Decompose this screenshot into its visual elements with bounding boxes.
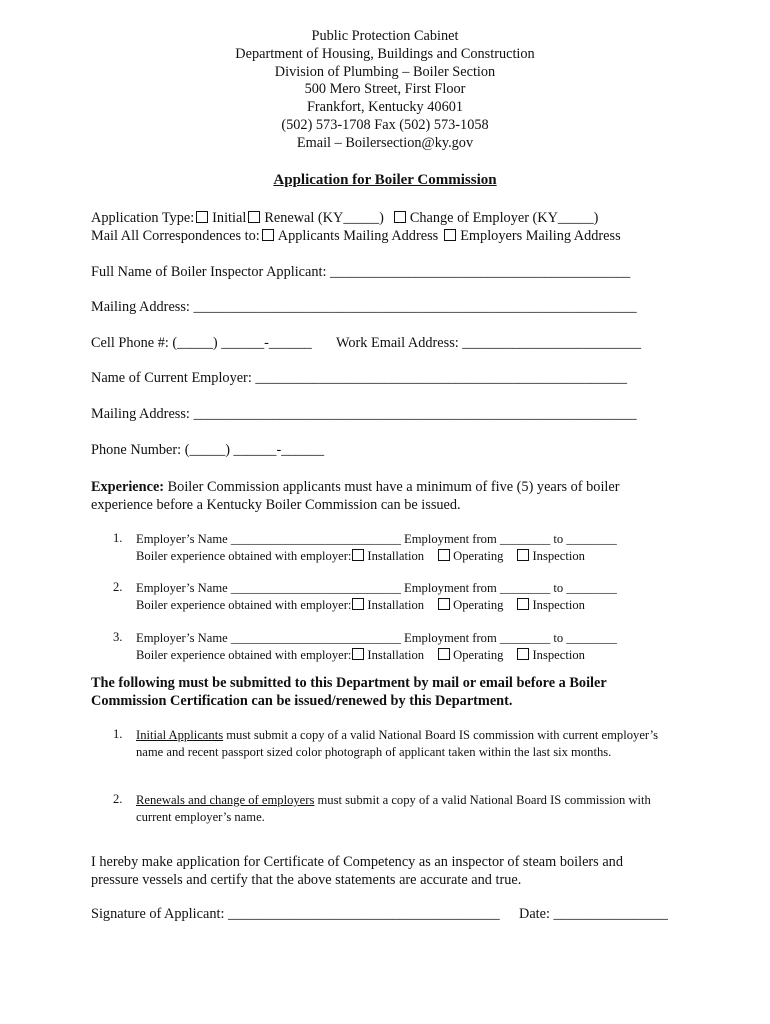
renewal-checkbox[interactable] (248, 211, 260, 223)
header-line: Public Protection Cabinet (311, 28, 459, 44)
employer-entry-3[interactable]: Employer’s Name ___________________________ Employment from ________ to ________ (136, 631, 617, 645)
experience-type-row-3 (136, 647, 681, 664)
inspection-checkbox[interactable] (517, 598, 529, 610)
form-title: Application for Boiler Commission (273, 172, 497, 188)
change-of-employer-checkbox[interactable] (394, 211, 406, 223)
requirement-renewals (136, 792, 681, 825)
installation-label: Installation (367, 598, 425, 612)
installation-checkbox[interactable] (352, 598, 364, 610)
inspection-label: Inspection (532, 648, 585, 662)
installation-label: Installation (367, 549, 425, 563)
initial-label: Initial (212, 210, 247, 226)
header-line: Email – Boilersection@ky.gov (296, 134, 474, 151)
requirement-lead: Renewals and change of employers (136, 793, 315, 807)
cell-phone-field[interactable]: Cell Phone #: (_____) ______-______ (91, 335, 312, 351)
header-line: (502) 573-1708 Fax (502) 573-1058 (281, 116, 489, 133)
employers-address-label: Employers Mailing Address (460, 228, 621, 244)
header-line: Division of Plumbing – Boiler Section (274, 63, 496, 80)
requirement-number: 2. (113, 792, 123, 806)
experience-heading: Experience: (91, 479, 165, 495)
applicants-address-checkbox[interactable] (262, 229, 274, 241)
requirement-lead: Initial Applicants (136, 728, 224, 742)
inspection-checkbox[interactable] (517, 648, 529, 660)
mail-to-label: Mail All Correspondences to: (91, 228, 260, 244)
installation-label: Installation (367, 648, 425, 662)
operating-label: Operating (453, 648, 504, 662)
work-email-field[interactable]: Work Email Address: _________________________ (336, 335, 642, 351)
header-line: Department of Housing, Buildings and Construction (235, 45, 535, 62)
change-of-employer-label: Change of Employer (KY_____) (409, 210, 599, 226)
requirement-text: must submit a copy of a valid National Board IS commission with current employer’s name and recent passport sized color photograph of applicant taken within the last six months. (136, 728, 658, 759)
applicants-address-label: Applicants Mailing Address (277, 228, 439, 244)
application-type-label: Application Type: (91, 210, 195, 226)
header-line: Frankfort, Kentucky 40601 (306, 99, 464, 116)
application-type-row (91, 210, 598, 227)
full-name-field[interactable]: Full Name of Boiler Inspector Applicant: __________________________________________ (91, 264, 631, 280)
employers-address-checkbox[interactable] (444, 229, 456, 241)
operating-checkbox[interactable] (438, 598, 450, 610)
requirement-initial-applicants (136, 727, 681, 760)
experience-obtained-label: Boiler experience obtained with employer: (136, 549, 352, 563)
date-field[interactable]: Date: ________________ (519, 906, 668, 922)
inspection-label: Inspection (532, 549, 585, 563)
operating-label: Operating (453, 598, 504, 612)
experience-obtained-label: Boiler experience obtained with employer: (136, 648, 352, 662)
current-employer-field[interactable]: Name of Current Employer: ____________________________________________________ (91, 370, 628, 386)
installation-checkbox[interactable] (352, 549, 364, 561)
experience-obtained-label: Boiler experience obtained with employer: (136, 598, 352, 612)
declaration-statement: I hereby make application for Certificate of Competency as an inspector of steam boilers and pressure vessels and certify that the above statements are accurate and true. (91, 854, 623, 888)
inspection-checkbox[interactable] (517, 549, 529, 561)
agency-header (0, 28, 770, 153)
requirement-number: 1. (113, 727, 123, 741)
inspection-label: Inspection (532, 598, 585, 612)
employer-entry-1[interactable]: Employer’s Name ___________________________ Employment from ________ to ________ (136, 532, 617, 546)
mailing-address-field[interactable]: Mailing Address: ______________________________________________________________ (91, 299, 637, 315)
experience-type-row-2 (136, 597, 681, 614)
signature-field[interactable]: Signature of Applicant: ______________________________________ (91, 906, 500, 922)
installation-checkbox[interactable] (352, 648, 364, 660)
operating-checkbox[interactable] (438, 549, 450, 561)
experience-paragraph (91, 478, 681, 514)
operating-checkbox[interactable] (438, 648, 450, 660)
experience-item-number: 2. (113, 580, 123, 594)
mail-correspondence-row (91, 228, 621, 245)
employer-mailing-address-field[interactable]: Mailing Address: ______________________________________________________________ (91, 406, 637, 422)
experience-type-row-1 (136, 548, 681, 565)
experience-item-number: 3. (113, 630, 123, 644)
requirement-text: must submit a copy of a valid National Board IS commission with current employer’s name. (136, 793, 651, 824)
operating-label: Operating (453, 549, 504, 563)
phone-number-field[interactable]: Phone Number: (_____) ______-______ (91, 442, 325, 458)
experience-text: Boiler Commission applicants must have a minimum of five (5) years of boiler experience before a Kentucky Boiler Commission can be issued. (91, 479, 620, 513)
header-line: 500 Mero Street, First Floor (304, 81, 466, 98)
experience-item-number: 1. (113, 531, 123, 545)
requirements-heading: The following must be submitted to this Department by mail or email before a Boiler Commission Certification can be issued/renewed by this Department. (91, 675, 607, 709)
initial-checkbox[interactable] (196, 211, 208, 223)
employer-entry-2[interactable]: Employer’s Name ___________________________ Employment from ________ to ________ (136, 581, 617, 595)
renewal-label: Renewal (KY_____) (264, 210, 384, 226)
